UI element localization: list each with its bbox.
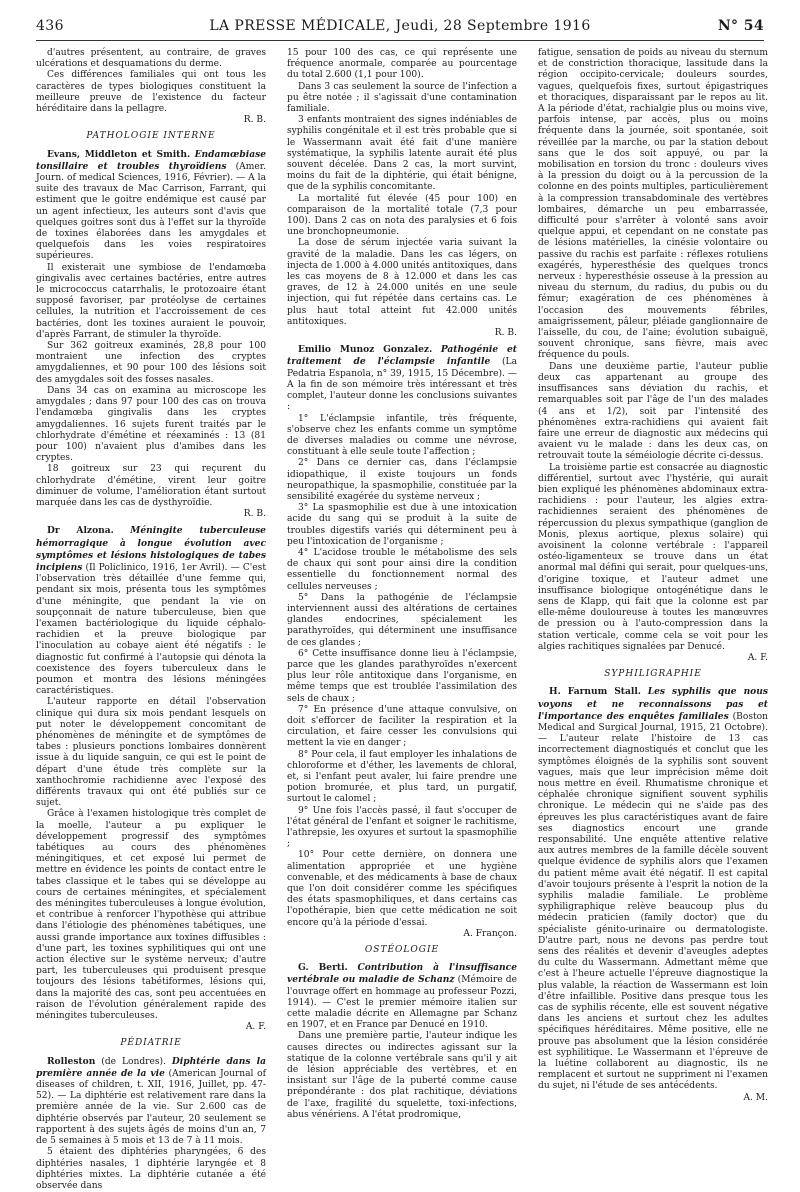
article-heading bbox=[36, 525, 266, 697]
paragraph: Dans 3 cas seulement la source de l'infection a pu être notée ; il s'agissait d'une contamination familiale. bbox=[287, 81, 517, 115]
conclusion-item: 3° La spasmophilie est due à une intoxication acide du sang qui se produit à la suite de troubles digestifs variés qui déterminent peu à peu l'intoxication de l'organisme ; bbox=[287, 503, 517, 547]
article-title: Diphtérie dans la première année de la vie bbox=[36, 1055, 266, 1079]
signature: A. F. bbox=[747, 652, 768, 663]
article-reference: (Il Policlinico, 1916, 1er Avril). — bbox=[85, 562, 240, 573]
conclusion-item: 1° L'éclampsie infantile, très fréquente, s'observe chez les enfants comme un symptôme de diverses maladies ou comme une névrose, constituant à elle seule toute l'affection ; bbox=[287, 413, 517, 458]
article-heading bbox=[287, 344, 517, 413]
article-title: Méningite tuberculeuse hémorragique à longue évolution avec symptômes et lésions histologiques de tabes incipiens bbox=[36, 525, 266, 573]
conclusion-item: 6° Cette insuffisance donne lieu à l'éclampsie, parce que les glandes parathyroïdes n'exercent plus leur rôle antitoxique dans l'organisme, en même temps que est troublée l'assimilation des sels de chaux ; bbox=[287, 648, 517, 704]
header-rule bbox=[36, 40, 764, 41]
article-authors: Emilio Munoz Gonzalez. bbox=[298, 344, 433, 356]
article-reference: (Boston Medical and Surgical Journal, 1915, 21 Octobre). — bbox=[538, 711, 768, 745]
paragraph: Sur 362 goitreux examinés, 28,8 pour 100 montraient une infection des cryptes amygdaliennes, et 90 pour 100 des lésions soit des amygdales soit des fosses nasales. bbox=[36, 341, 266, 385]
signature: R. B. bbox=[243, 115, 266, 126]
article-authors: Evans, Middleton et Smith. bbox=[47, 148, 191, 160]
conclusion-item: 9° Une fois l'accès passé, il faut s'occuper de l'état général de l'enfant et soigner le rachitisme, l'athrepsie, les oxyures et surtout la spasmophilie ; bbox=[287, 805, 517, 850]
article-title: Contribution à l'insuffisance vertébrale ou maladie de Schanz bbox=[287, 962, 517, 986]
column-3 bbox=[538, 48, 769, 1103]
article-heading bbox=[538, 686, 768, 1092]
paragraph: 15 pour 100 des cas, ce qui représente une fréquence anormale, comparée au pourcentage du total 2.600 (1,1 pour 100). bbox=[287, 48, 517, 81]
conclusion-item: 7° En présence d'une attaque convulsive, on doit s'efforcer de faciliter la respiration et la circulation, et faire cesser les convulsions qui mettent la vie en danger ; bbox=[287, 704, 517, 749]
article-title: Endamœbiase tonsillaire et troubles thyroïdiens bbox=[36, 148, 266, 172]
paragraph: d'autres présentent, au contraire, de graves ulcérations et desquamations du derme. bbox=[36, 48, 266, 70]
author-location: (de Londres). bbox=[101, 1056, 166, 1067]
conclusion-item: 5° Dans la pathogénie de l'éclampsie interviennent aussi des altérations de certaines glandes endocrines, spécialement les parathyroïdes, qui déterminent une insuffisance de ces glandes ; bbox=[287, 592, 517, 648]
section-heading: SYPHILIGRAPHIE bbox=[604, 669, 702, 680]
section-heading: OSTÉOLOGIE bbox=[364, 945, 440, 956]
article-authors: Rolleston bbox=[47, 1055, 96, 1067]
section-heading: PÉDIATRIE bbox=[120, 1038, 182, 1049]
article-text: A la suite des travaux de Mac Carrison, Farrant, qui estiment que le goitre endémique est causé par un agent infectieux, les auteurs sont d'avis que quelques goitres sont dus à l'effet sur la thyroïde de toxines élaborées dans les amygdales et quelquefois dans les voies respiratoires supérieures. bbox=[36, 173, 266, 262]
paragraph: L'auteur rapporte en détail l'observation clinique qui dura six mois pendant lesquels on put noter le développement concomitant de phénomènes de méningite et de symptômes de tabes : plusieurs ponctions lombaires donnèrent issue à du liquide sanguin, ce qui est le point de départ d'une étude très complète sur la xanthochromie rachidienne avec l'exposé des différents travaux qui ont été publiés sur ce sujet. bbox=[36, 697, 266, 809]
paragraph: La mortalité fut élevée (45 pour 100) en comparaison de la mortalité totale (7,3 pour 100). Dans 2 cas on nota des paralysies et 6 fois une bronchopneumonie. bbox=[287, 193, 517, 238]
article-text: C'est l'observation très détaillée d'une femme qui, pendant six mois, présenta tous les symptômes d'une méningite, que pendant la vie on soupçonnait de nature tuberculeuse, bien que l'examen bactériologique du liquide céphalo-rachidien et la preuve biologique par l'inoculation au cobaye aient été négatifs : le diagnostic fut confirmé à l'autopsie qui dénota la coexistence des foyers tuberculeux dans le poumon et montra des lésions méningées caractéristiques. bbox=[36, 562, 266, 697]
paragraph: fatigue, sensation de poids au niveau du sternum et de constriction thoracique, lassitude dans la région occipito-cervicale; douleurs sourdes, vagues, quelquefois fixes, surtout épigastriques et thoraciques, disparaissant par le repos au lit. A la période d'état, rachialgie plus ou moins vive, parfois intense, par accès, plus ou moins fréquente dans la journée, soit spontanée, soit réveillée par la marche, ou par la station debout sans que le dos soit appuyé, ou par la mobilisation en torsion du tronc : douleurs vives à la pression du doigt ou à la percussion de la colonne en des points multiples, particulièrement à la compression transabdominale des vertèbres lombaires, démarche un peu embarrassée, difficulté pour s'arrêter à volonté sans avoir quelque appui, et cependant on ne constate pas de lésions matérielles, la cinésie volontaire ou passive du rachis est parfaite : réflexes rotuliens exagérés, hyperesthésie des quelques troncs nerveux : hyperesthésie osseuse à la pression au niveau du sternum, du radius, du pubis ou du fémur; exagération de ces phénomènes à l'occasion des mouvements fébriles, amaigrissement, pâleur, pléiade ganglionnaire de l'aisselle, du cou, de l'aine; évolution subaiguë, souvent chronique, sans fièvre, mais avec fréquence du pouls. bbox=[538, 48, 768, 361]
article-title: Pathogénie et traitement de l'éclampsie infantile bbox=[287, 344, 517, 368]
column-2 bbox=[287, 48, 517, 1120]
section-heading: PATHOLOGIE INTERNE bbox=[86, 131, 216, 142]
conclusion-item: 2° Dans ce dernier cas, dans l'éclampsie idiopathique, il existe toujours un fonds neuropathique, la spasmophilie, constituée par la sensibilité exagérée du système nerveux ; bbox=[287, 458, 517, 502]
paragraph: Dans une première partie, l'auteur indique les causes directes ou indirectes agissant sur la statique de la colonne vertébrale sans qu'il y ait de lésion appréciable des vertèbres, et en insistant sur l'âge de la puberté comme cause prépondérante : dos plat rachitique, déviations de l'axe, fragilité du squelette, toxi-infections, abus vénériens. A l'état prodromique, bbox=[287, 1031, 517, 1120]
article-authors: Dr Alzona. bbox=[47, 525, 114, 537]
conclusion-item: 8° Pour cela, il faut employer les inhalations de chloroforme et d'éther, les lavements de chloral, et, si l'enfant peut avaler, lui faire prendre une potion bromurée, et plus tard, un purgatif, surtout le calomel ; bbox=[287, 749, 517, 805]
paragraph: Ces différences familiales qui ont tous les caractères de types biologiques constituent la meilleure preuve de l'existence du facteur héréditaire dans la pellagre. bbox=[36, 70, 266, 115]
signature: A. M. bbox=[743, 1092, 768, 1103]
article-heading bbox=[36, 149, 266, 263]
article-reference: (Amer. Journ. of medical Sciences, 1916, Février). — bbox=[36, 161, 266, 184]
article-text: C'est le premier mémoire italien sur cette maladie décrite en Allemagne par Schanz en 1907, et en France par Denucé en 1910. bbox=[287, 997, 517, 1031]
article-reference: (La Pedatria Espanola, n° 39, 1915, 15 Décembre). — bbox=[287, 357, 517, 379]
signature: R. B. bbox=[243, 509, 266, 520]
conclusion-item: 10° Pour cette dernière, on donnera une alimentation appropriée et une hygiène convenable, et des médicaments à base de chaux que l'on doit considérer comme les spécifiques des états spasmophiliques, et dans certains cas l'opothérapie, bien que cette médication ne soit encore qu'à la période d'essai. bbox=[287, 850, 517, 928]
column-1 bbox=[36, 48, 266, 1191]
journal-title: LA PRESSE MÉDICALE, Jeudi, 28 Septembre 1916 bbox=[209, 18, 591, 34]
paragraph: La dose de sérum injectée varia suivant la gravité de la maladie. Dans les cas légers, on injecta de 1.000 à 4.000 unités antitoxiques, dans les cas moyens de 8 à 12.000 et dans les cas graves, de 12 à 24.000 unités en une seule injection, qui fut répétée dans certains cas. Le plus haut total atteint fut 42.000 unités antitoxiques. bbox=[287, 238, 517, 327]
article-text: A la fin de son mémoire très intéressant et très complet, l'auteur donne les conclusions suivantes : bbox=[287, 379, 517, 413]
paragraph: Il existerait une symbiose de l'endamœba gingivalis avec certaines bactéries, entre autres le micrococcus catarrhalis, le protozoaire étant supposé favoriser, par protéolyse de certaines cellules, la nutrition et l'accroissement de ces bactéries, dont les toxines auraient le pouvoir, d'après Farrant, de stimuler la thyroïde. bbox=[36, 262, 266, 340]
article-authors: H. Farnum Stall. bbox=[549, 686, 641, 698]
article-reference: (Mémoire de l'ouvrage offert en hommage au professeur Pozzi, 1914). — bbox=[287, 975, 517, 1008]
article-text: La diphtérie est relativement rare dans la première année de la vie. Sur 2.600 cas de diphtérie observés par l'auteur, 20 seulement se rapportent à des sujets âgés de moins d'un an, 7 de 5 semaines à 5 mois et 13 de 7 à 11 mois. bbox=[36, 1091, 266, 1147]
conclusion-item: 4° L'acidose trouble le métabolisme des sels de chaux qui sont pour ainsi dire la condition essentielle du fonctionnement normal des cellules nerveuses ; bbox=[287, 547, 517, 592]
page-number: 436 bbox=[36, 18, 64, 34]
article-text: L'auteur relate l'histoire de 13 cas incorrectement diagnostiqués et conclut que les symptômes éloignés de la syphilis sont souvent vagues, mais que leur imprécision même doit nous mettre en éveil. Rhumatisme chronique et céphalée chronique signifient souvent syphilis chronique. Le médecin qui ne s'aide pas des épreuves les plus caractéristiques avant de faire ses diagnostics encourt une grande responsabilité. Une enquête attentive relative aux autres membres de la famille décèle souvent quelque évidence de syphilis alors que l'examen du patient même avait été négatif. Il est capital d'avoir toujours présente à l'esprit la notion de la syphilis maladie familiale. Le problème syphiligraphique relève beaucoup plus du médecin praticien (family doctor) que du spécialiste génito-urinaire ou dermatologiste. D'autre part, nous ne devons pas perdre tout sens des réalités et devenir d'aveugles adeptes du culte du Wassermann. Admettant même que c'est à l'heure actuelle l'épreuve diagnostique la plus valable, la réaction de Wassermann est loin d'être infaillible. Positive dans presque tous les cas de syphilis récente, elle est souvent négative dans les anciens et surtout chez les adultes spécifiques héréditaires. Même positive, elle ne prouve pas absolument que la lésion considérée est syphilitique. Le Wassermann et l'épreuve de la luétine collaborent au diagnostic, ils ne remplacent et surtout ne suppriment ni l'examen du sujet, ni l'étude de ses antécédents. bbox=[538, 734, 768, 1092]
signature: A. Françon. bbox=[463, 928, 517, 939]
article-authors: G. Berti. bbox=[298, 962, 348, 974]
paragraph: La troisième partie est consacrée au diagnostic différentiel, surtout avec l'hystérie, qui aurait bien expliqué les phénomènes abdominaux extra-rachidiens : pour l'auteur, les algies extra-rachidiennes seraient des phénomènes de répercussion du plexus sympathique (ganglion de Monis, plexus aortique, plexus solaire) qui avoisinent la colonne vertébrale : l'appareil ostéo-ligamenteux se trouve dans un état anormal mal défini qui serait, pour quelques-uns, d'origine toxique, et l'auteur admet une insuffisance biologique ontogénétique dans le sens de Klapp, qui fait que la colonne est par elle-même douloureuse à toutes les manœuvres de pression ou à l'auto-compression dans la station verticale, comme cela se voit pour les algies rachitiques signalées par Denucé. bbox=[538, 462, 769, 652]
paragraph: Grâce à l'examen histologique très complet de la moelle, l'auteur a pu expliquer le développement progressif des symptômes tabétiques au cours des phénomènes méningitiques, et cet exposé lui permet de mettre en évidence les points de contact entre le tabes classique et le tabes qui se développe au cours de certaines méningites, et spécialement des méningites tuberculeuses à longue évolution, et contribue à renforcer l'hypothèse qui attribue dans l'étiologie des phénomènes tabétiques, une aussi grande importance aux toxines diffusibles : d'une part, les toxines syphilitiques qui ont une action élective sur le système nerveux; d'autre part, les tuberculeuses qui produisent presque toujours des lésions tabétiformes, lésions qui, dans la majorité des cas, sont peu accentuées en raison de l'évolution généralement rapide des méningites tuberculeuses. bbox=[36, 809, 266, 1022]
paragraph: 5 étaient des diphtéries pharyngées, 6 des diphtéries nasales, 1 diphtérie laryngée et 8 diphtéries mixtes. La diphtérie cutanée a été observée dans bbox=[36, 1147, 266, 1191]
paragraph: 3 enfants montraient des signes indéniables de syphilis congénitale et il est très probable que si le Wassermann avait été fait d'une manière systématique, la syphilis latente aurait été plus souvent décelée. Dans 2 cas, la mort survint, moins du fait de la diphtérie, qui était bénigne, que de la syphilis concomitante. bbox=[287, 115, 517, 193]
article-heading bbox=[36, 1056, 266, 1148]
article-title: Les syphilis que nous voyons et ne reconnaissons pas et l'importance des enquêtes familiales bbox=[538, 686, 768, 722]
paragraph: 18 goitreux sur 23 qui reçurent du chlorhydrate d'émétine, virent leur goitre diminuer de volume, l'amélioration étant surtout marquée dans les cas de dysthyroïdie. bbox=[36, 464, 266, 508]
issue-number: N° 54 bbox=[717, 18, 764, 34]
article-reference: (American Journal of diseases of children, t. XII, 1916, Juillet, pp. 47-52). — bbox=[36, 1068, 266, 1102]
paragraph: Dans une deuxième partie, l'auteur publie deux cas appartenant au groupe des insuffisances sans déviation du rachis, et remarquables soit par l'âge de l'un des malades (4 ans et 1/2), soit par l'intensité des phénomènes extra-rachidiens qui avaient fait faire une erreur de diagnostic aux médecins qui avaient vu le malade : dans les deux cas, on retrouvait toute la séméiologie décrite ci-dessus. bbox=[538, 361, 768, 462]
signature: R. B. bbox=[494, 328, 517, 339]
paragraph: Dans 34 cas on examina au microscope les amygdales ; dans 97 pour 100 des cas on trouva l'endamœba gingivalis dans les cryptes amygdaliennes. 16 sujets furent traités par le chlorhydrate d'émétine et réexaminés : 13 (81 pour 100) n'avaient plus d'amibes dans les cryptes. bbox=[36, 385, 266, 464]
article-heading bbox=[287, 962, 517, 1031]
running-header bbox=[36, 18, 764, 40]
signature: A. F. bbox=[245, 1022, 266, 1033]
